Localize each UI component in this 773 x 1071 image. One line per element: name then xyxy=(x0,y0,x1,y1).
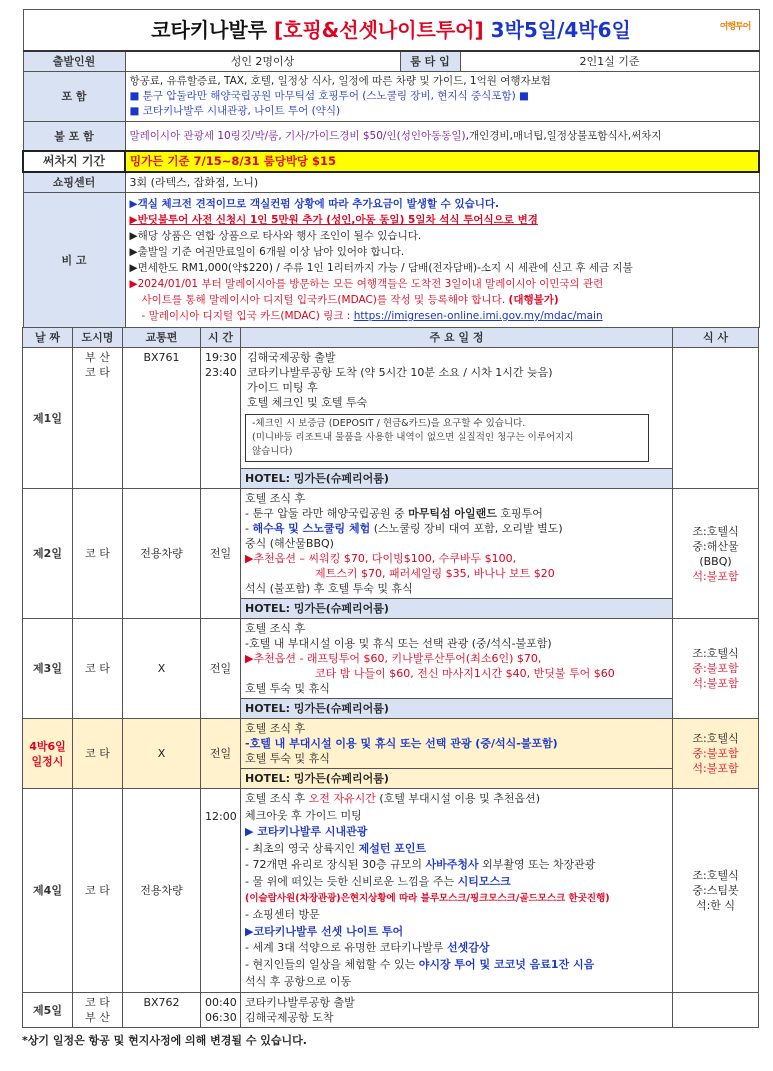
col-itinerary: 주 요 일 정 xyxy=(241,328,673,348)
row-include xyxy=(23,72,759,122)
note-line: ▶2024/01/01 부터 말레이시아를 방문하는 모든 여행객들은 도착전 3일이내 말레이시아 이민국의 관련 xyxy=(129,278,604,290)
day3-itinerary: 호텔 조식 후 -호텔 내 부대시설 이용 및 휴식 또는 선택 관광 (중/석식-불포함) ▶추천옵션 - 래프팅투어 $60, 키나발루산투어(최소6인) $70, 코타 밤 나들이 $60, 전신 마사지1시간 $40, 반딧불 투어 $60 호텔 투숙 및 휴식 xyxy=(241,619,673,699)
day6-row xyxy=(23,719,759,769)
day5-transport: BX762 xyxy=(123,993,201,1028)
exclude-part: 말레이시아 관광세 10링깃/박/룸, 기사/가이드경비 $50/인(성인아동동일) xyxy=(129,129,466,142)
col-city: 도시명 xyxy=(73,328,123,348)
exclude-value xyxy=(125,122,759,152)
day-label: 제4일 xyxy=(23,789,73,993)
day1-row xyxy=(23,348,759,469)
day5-meal xyxy=(673,993,759,1028)
hotel-label: HOTEL: 밍가든(슈페리어룸) xyxy=(241,769,673,789)
row-notes xyxy=(23,193,759,328)
day-label: 제3일 xyxy=(23,619,73,719)
day1-city: 부 산 코 타 xyxy=(73,348,123,489)
day5-city: 코 타 부 산 xyxy=(73,993,123,1028)
include-line: ■ 툰구 압둘라만 해양국립공원 마무틱섬 호핑투어 (스노쿨링 장비, 현지식 중식포함) ■ xyxy=(129,90,529,102)
day-label: 제1일 xyxy=(23,348,73,489)
day3-time: 전일 xyxy=(201,619,241,719)
title-row xyxy=(23,10,759,52)
day-label: 제2일 xyxy=(23,489,73,619)
day3-meal: 조:호텔식 중:불포함 석:불포함 xyxy=(673,619,759,719)
day6-transport: X xyxy=(123,719,201,789)
day-label: 4박6일 일정시 xyxy=(23,719,73,789)
col-time: 시 간 xyxy=(201,328,241,348)
day2-meal: 조:호텔식 중:해산물 (BBQ) 석:불포함 xyxy=(673,489,759,619)
shopping-label: 쇼핑센터 xyxy=(23,172,125,193)
title-duration: 3박5일/4박6일 xyxy=(483,17,631,42)
mdac-link[interactable]: https://imigresen-online.imi.gov.my/mdac/main xyxy=(353,310,603,322)
note-line: ▶객실 체크전 견적이므로 객실컨펌 상황에 따라 추가요금이 발생할 수 있습니다. xyxy=(129,198,500,210)
day2-row xyxy=(23,489,759,599)
brand-logo: 여행투어 xyxy=(719,22,751,32)
hotel-label: HOTEL: 밍가든(슈페리어룸) xyxy=(241,469,673,489)
day1-time: 19:30 23:40 xyxy=(201,348,241,489)
footer-disclaimer: *상기 일정은 항공 및 현지사정에 의해 변경될 수 있습니다. xyxy=(22,1034,307,1048)
shopping-value: 3회 (라텍스, 잡화점, 노니) xyxy=(125,172,759,193)
info-table xyxy=(22,9,760,328)
notes-value xyxy=(125,193,759,328)
day2-time: 전일 xyxy=(201,489,241,619)
row-surcharge xyxy=(23,151,759,172)
day5-itinerary: 코타키나발루공항 출발 김해국제공항 도착 xyxy=(241,993,673,1028)
room-type-label: 룸 타 입 xyxy=(400,51,460,72)
day4-city: 코 타 xyxy=(73,789,123,993)
title-main: 코타키나발루 xyxy=(151,17,275,42)
note-line: ▶반딧불투어 사전 신청시 1인 5만원 추가 (성인,아동 동일) 5일차 석식 투어식으로 변경 xyxy=(129,214,538,226)
day4-meal: 조:호텔식 중:스팀봇 석:한 식 xyxy=(673,789,759,993)
row-exclude xyxy=(23,122,759,152)
hotel-label: HOTEL: 밍가든(슈페리어룸) xyxy=(241,699,673,719)
row-shopping xyxy=(23,172,759,193)
schedule-header xyxy=(23,328,759,348)
day1-meal xyxy=(673,348,759,489)
day2-itinerary: 호텔 조식 후 - 툰구 압둘 라만 해양국립공원 중 마무틱섬 아일랜드 호핑투어 - 해수욕 및 스노쿨링 체험 (스노쿨링 장비 대여 포함, 오리발 별도) 중식 (해산물BBQ) ▶추천옵션 – 씨워킹 $70, 다이빙$100, 수쿠바두 $100, 제트스키 $70, 패러세일링 $35, 바나나 보트 $20 석식 (불포함) 후 호텔 투숙 및 휴식 xyxy=(241,489,673,599)
col-day: 날 짜 xyxy=(23,328,73,348)
day3-city: 코 타 xyxy=(73,619,123,719)
min-people-value: 성인 2명이상 xyxy=(125,51,400,72)
day4-transport: 전용차량 xyxy=(123,789,201,993)
day6-itinerary: 호텔 조식 후 -호텔 내 부대시설 이용 및 휴식 또는 선택 관광 (중/석식-불포함) 호텔 투숙 및 휴식 xyxy=(241,719,673,769)
surcharge-value: 밍가든 기준 7/15~8/31 룸당박당 $15 xyxy=(125,151,759,172)
include-line: 항공료, 유류할증료, TAX, 호텔, 일정상 식사, 일정에 따른 차량 및 가이드, 1억원 여행자보험 xyxy=(129,75,551,87)
col-transport: 교통편 xyxy=(123,328,201,348)
note-line: - 말레이시아 디지털 입국 카드(MDAC) 링크 : https://imigresen-online.imi.gov.my/mdac/main xyxy=(141,310,603,322)
min-people-label: 출발인원 xyxy=(23,51,125,72)
day3-transport: X xyxy=(123,619,201,719)
page-title xyxy=(23,10,759,52)
notes-label: 비 고 xyxy=(23,193,125,328)
day6-meal: 조:호텔식 중:불포함 석:불포함 xyxy=(673,719,759,789)
day5-row xyxy=(23,993,759,1028)
col-meal: 식 사 xyxy=(673,328,759,348)
title-tour: [호핑&선셋나이트투어] xyxy=(274,17,484,42)
day3-row xyxy=(23,619,759,699)
day1-itinerary: 김해국제공항 출발 코타키나발루공항 도착 (약 5시간 10분 소요 / 시차 1시간 늦음) 가이드 미팅 후 호텔 체크인 및 호텔 투숙 -체크인 시 보증금 (DEPOSIT / 현금&카드)을 요구할 수 있습니다. (미니바등 리조트내 물품을 사용한 내역이 없으면 실질적인 청구는 이루어지지 않습니다) xyxy=(241,348,673,469)
surcharge-label: 써차지 기간 xyxy=(23,151,125,172)
include-label: 포 함 xyxy=(23,72,125,122)
schedule-table xyxy=(22,327,759,1028)
deposit-note-box: -체크인 시 보증금 (DEPOSIT / 현금&카드)을 요구할 수 있습니다. (미니바등 리조트내 물품을 사용한 내역이 없으면 실질적인 청구는 이루어지지 않습니다) xyxy=(245,414,649,462)
room-type-value: 2인1실 기준 xyxy=(460,51,759,72)
day4-row xyxy=(23,789,759,993)
note-line: ▶출발일 기준 여권만료일이 6개월 이상 남아 있어야 합니다. xyxy=(129,246,405,258)
day1-transport: BX761 xyxy=(123,348,201,489)
note-line: 사이트를 통해 말레이시아 디지털 입국카드(MDAC)를 작성 및 등록해야 합니다. (대행불가) xyxy=(141,294,559,306)
day2-city: 코 타 xyxy=(73,489,123,619)
include-value xyxy=(125,72,759,122)
row-people-room xyxy=(23,51,759,72)
day4-time: 12:00 xyxy=(201,789,241,993)
day6-city: 코 타 xyxy=(73,719,123,789)
note-line: ▶해당 상품은 연합 상품으로 타사와 행사 조인이 될수 있습니다. xyxy=(129,230,422,242)
hotel-label: HOTEL: 밍가든(슈페리어룸) xyxy=(241,599,673,619)
exclude-label: 불 포 함 xyxy=(23,122,125,152)
day-label: 제5일 xyxy=(23,993,73,1028)
itinerary-sheet xyxy=(22,9,758,1048)
include-line: ■ 코타키나발루 시내관광, 나이트 투어 (약식) xyxy=(129,105,341,117)
day5-time: 00:40 06:30 xyxy=(201,993,241,1028)
exclude-part: ,개인경비,매너팁,일정상불포함식사,써차지 xyxy=(465,129,662,142)
day6-time: 전일 xyxy=(201,719,241,789)
day2-transport: 전용차량 xyxy=(123,489,201,619)
day4-itinerary: 호텔 조식 후 오전 자유시간 (호텔 부대시설 이용 및 추천옵션) 체크아웃 후 가이드 미팅 ▶ 코타키나발루 시내관광 - 최초의 영국 상륙지인 제설턴 포인트 - 72개면 유리로 장식된 30층 규모의 사바주청사 외부촬영 또는 차장관광 - 물 위에 떠있는 듯한 신비로운 느낌을 주는 시티모스크 (이슬람사원(차장관광)은현지상황에 따라 블루모스크/핑크모스크/골드모스크 한곳진행) - 쇼핑센터 방문 ▶코타키나발루 선셋 나이트 투어 - 세계 3대 석양으로 유명한 코타키나발루 선셋감상 - 현지인들의 일상을 체험할 수 있는 야시장 투어 및 코코넛 음료1잔 시음 석식 후 공항으로 이동 xyxy=(241,789,673,993)
note-line: ▶면세한도 RM1,000(약$220) / 주류 1인 1리터까지 가능 / 담배(전자담배)-소지 시 세관에 신고 후 세금 지불 xyxy=(129,262,633,274)
